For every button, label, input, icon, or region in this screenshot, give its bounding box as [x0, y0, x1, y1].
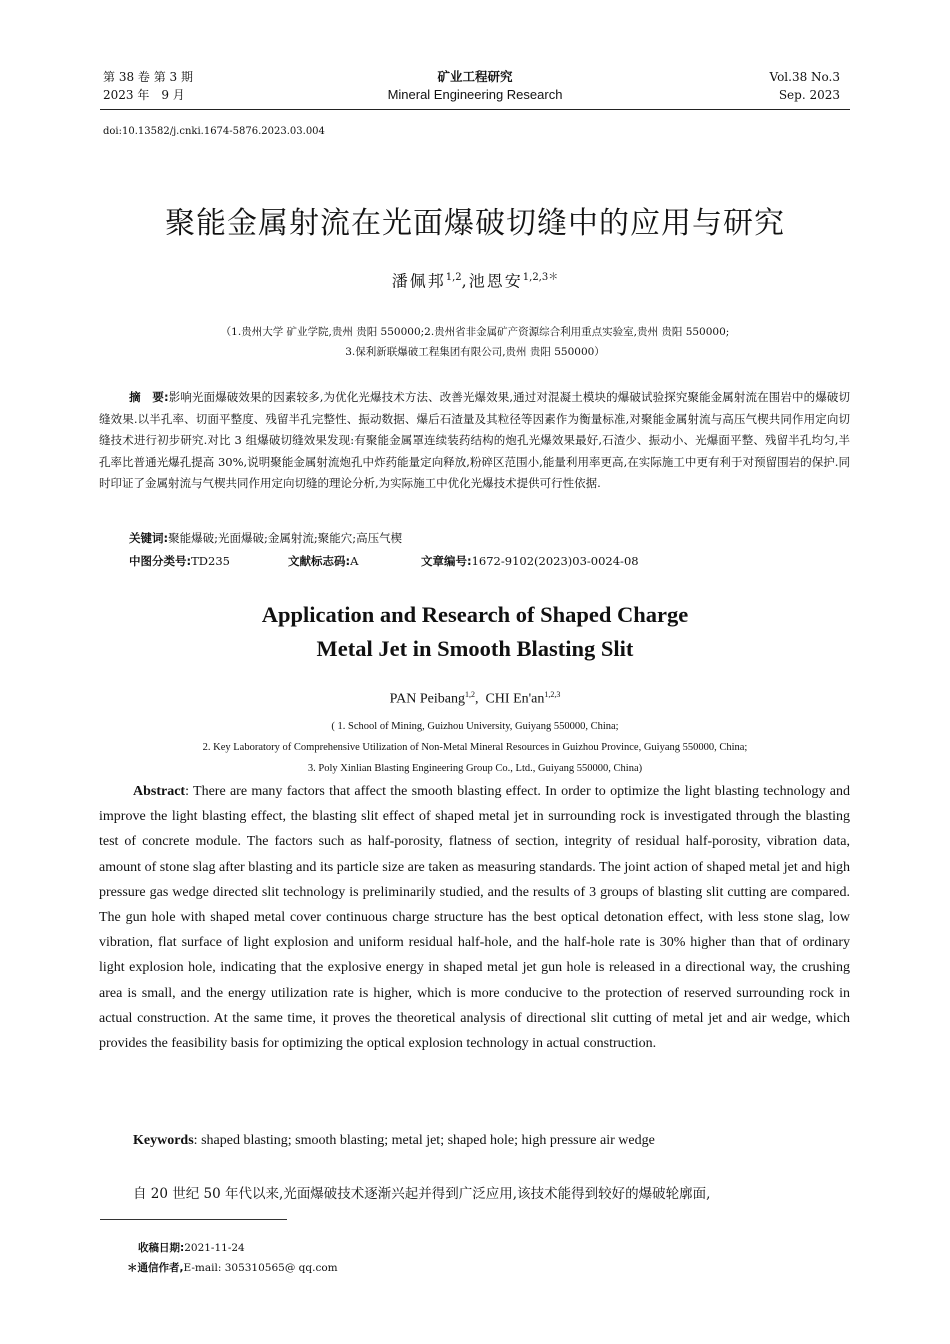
- title-cn: 聚能金属射流在光面爆破切缝中的应用与研究: [165, 206, 785, 241]
- keywords-en-label: Keywords: [133, 1133, 194, 1148]
- article-number-value: 1672-9102(2023)03-0024-08: [471, 554, 639, 568]
- author-2-cn: 池恩安: [468, 271, 523, 291]
- doi: doi:10.13582/j.cnki.1674-5876.2023.03.004: [103, 126, 325, 137]
- title-en: [0, 598, 950, 666]
- date-en: Sep. 2023: [778, 88, 840, 102]
- author-2-affil-en: 1,2,3: [544, 690, 561, 699]
- affiliation-en-line1: ( 1. School of Mining, Guizhou University, Guiyang 550000, China;: [331, 721, 619, 732]
- keywords-en-text: shaped blasting; smooth blasting; metal jet; shaped hole; high pressure air wedge: [201, 1133, 655, 1148]
- footnote-corresponding: [127, 1260, 338, 1275]
- author-2-en: CHI En'an: [485, 691, 545, 707]
- body-text: 自 20 世纪 50 年代以来,光面爆破技术逐渐兴起并得到广泛应用,该技术能得到较好的爆破轮廓面,: [133, 1186, 711, 1202]
- date-cn: 2023 年 9 月: [103, 88, 185, 102]
- affiliations-en: [0, 716, 950, 779]
- abstract-cn: [99, 387, 850, 495]
- received-value: 2021-11-24: [184, 1242, 245, 1254]
- abstract-en-text: There are many factors that affect the smooth blasting effect. In order to optimize the light blasting technology and improve the light blasting effect, the blasting slit effect of shaped metal jet in surrounding rock is investigated through the blasting test of concrete module. The factors such as half-porosity, flatness of section, integrity of residual half-porosity, vibration data, amount of stone slag after blasting and its particle size are taken as measuring standards. The joint action of shaped metal jet and high pressure gas wedge directed slit technology is preliminarily studied, and the results of 3 groups of blasting slit cutting are compared. The gun hole with shaped metal cover continuous charge structure has the best optical detonation effect, with less stone slag, low vibration, flat surface of light explosion and uniform residual half-hole, and the half-hole rate is 30% higher than that of ordinary light explosion hole, indicating that the explosive energy in shaped metal jet gun hole is released in a directional way, the crushing area is small, and the energy utilization rate is higher, which is more conducive to the protection of reserved surrounding rock in actual construction. At the same time, it proves the theoretical analysis of directional slit cutting of metal jet and air wedge, which provides the feasibility basis for optimizing the optical explosion technology in actual construction.: [99, 784, 850, 1052]
- affiliation-cn-line1: （1.贵州大学 矿业学院,贵州 贵阳 550000;2.贵州省非金属矿产资源综合利用重点实验室,贵州 贵阳 550000;: [220, 326, 730, 338]
- abstract-cn-text: 影响光面爆破效果的因素较多,为优化光爆技术方法、改善光爆效果,通过对混凝土模块的爆破试验探究聚能金属射流在围岩中的爆破切缝效果.以半孔率、切面平整度、残留半孔完整性、振动数据、爆后石渣量及其粒径等因素作为衡量标准,对聚能金属射流与高压气楔共同作用定向切缝技术进行初步研究.对比 3 组爆破切缝效果发现:有聚能金属罩连续装药结构的炮孔光爆效果最好,石渣少、振动小、光爆面平整、残留半孔均匀,半孔率比普通光爆孔提高 30%,说明聚能金属射流炮孔中炸药能量定向释放,粉碎区范围小,能量利用率更高,在实际施工中更有利于对预留围岩的保护.同时印证了金属射流与气楔共同作用定向切缝的理论分析,为实际施工中优化光爆技术提供可行性依据.: [99, 390, 850, 490]
- author-separator-cn: ,: [461, 271, 469, 291]
- document-code: [288, 553, 358, 569]
- article-number: [421, 553, 639, 569]
- affiliation-en-line3: 3. Poly Xinlian Blasting Engineering Group Co., Ltd., Guiyang 550000, China): [307, 763, 643, 774]
- journal-name-cn: 矿业工程研究: [437, 69, 513, 84]
- corresponding-value: E-mail: 305310565@ qq.com: [183, 1262, 338, 1274]
- title-en-line1: Application and Research of Shaped Charge: [261, 602, 689, 627]
- keywords-en-colon: :: [193, 1133, 202, 1148]
- footnote-divider: [100, 1219, 287, 1220]
- volume-issue-en: Vol.38 No.3: [769, 70, 840, 84]
- received-label: 收稿日期:: [138, 1242, 185, 1254]
- abstract-en-colon: :: [185, 784, 194, 799]
- header-right: [770, 68, 841, 104]
- author-2-affil-cn: 1,2,3＊: [522, 272, 559, 283]
- keywords-en: [133, 1133, 655, 1149]
- article-number-label: 文章编号:: [421, 554, 472, 568]
- title-en-line2: Metal Jet in Smooth Blasting Slit: [316, 636, 634, 661]
- abstract-en-label: Abstract: [133, 784, 186, 799]
- body-paragraph: [99, 1183, 850, 1205]
- author-1-cn: 潘佩邦: [391, 271, 446, 291]
- corresponding-label: ＊通信作者,: [127, 1262, 184, 1274]
- keywords-cn-text: 聚能爆破;光面爆破;金属射流;聚能穴;高压气楔: [168, 531, 403, 545]
- abstract-cn-label: 摘 要:: [129, 390, 169, 404]
- author-separator-en: ,: [474, 691, 486, 707]
- affiliation-cn-line2: 3.保利新联爆破工程集团有限公司,贵州 贵阳 550000）: [345, 346, 605, 358]
- affiliations-cn: [0, 322, 950, 362]
- volume-issue-cn: 第 38 卷 第 3 期: [103, 70, 193, 84]
- keywords-cn-label: 关键词:: [129, 531, 169, 545]
- clc-label: 中图分类号:: [129, 554, 192, 568]
- keywords-cn: [129, 530, 402, 546]
- abstract-en: [99, 779, 850, 1056]
- authors-en: [0, 690, 950, 708]
- journal-name-en: Mineral Engineering Research: [387, 87, 563, 102]
- clc-value: TD235: [191, 554, 230, 568]
- author-1-affil-cn: 1,2: [445, 272, 462, 283]
- footnote-received: [138, 1240, 245, 1255]
- doc-code-value: A: [350, 554, 359, 568]
- affiliation-en-line2: 2. Key Laboratory of Comprehensive Utilization of Non-Metal Mineral Resources in Guizhou Province, Guiyang 550000, China;: [202, 742, 748, 753]
- doc-code-label: 文献标志码:: [288, 554, 351, 568]
- author-1-affil-en: 1,2: [464, 690, 475, 699]
- authors-cn: [0, 268, 950, 291]
- author-1-en: PAN Peibang: [389, 691, 465, 707]
- clc-number: [129, 553, 230, 569]
- header-divider: [100, 109, 850, 110]
